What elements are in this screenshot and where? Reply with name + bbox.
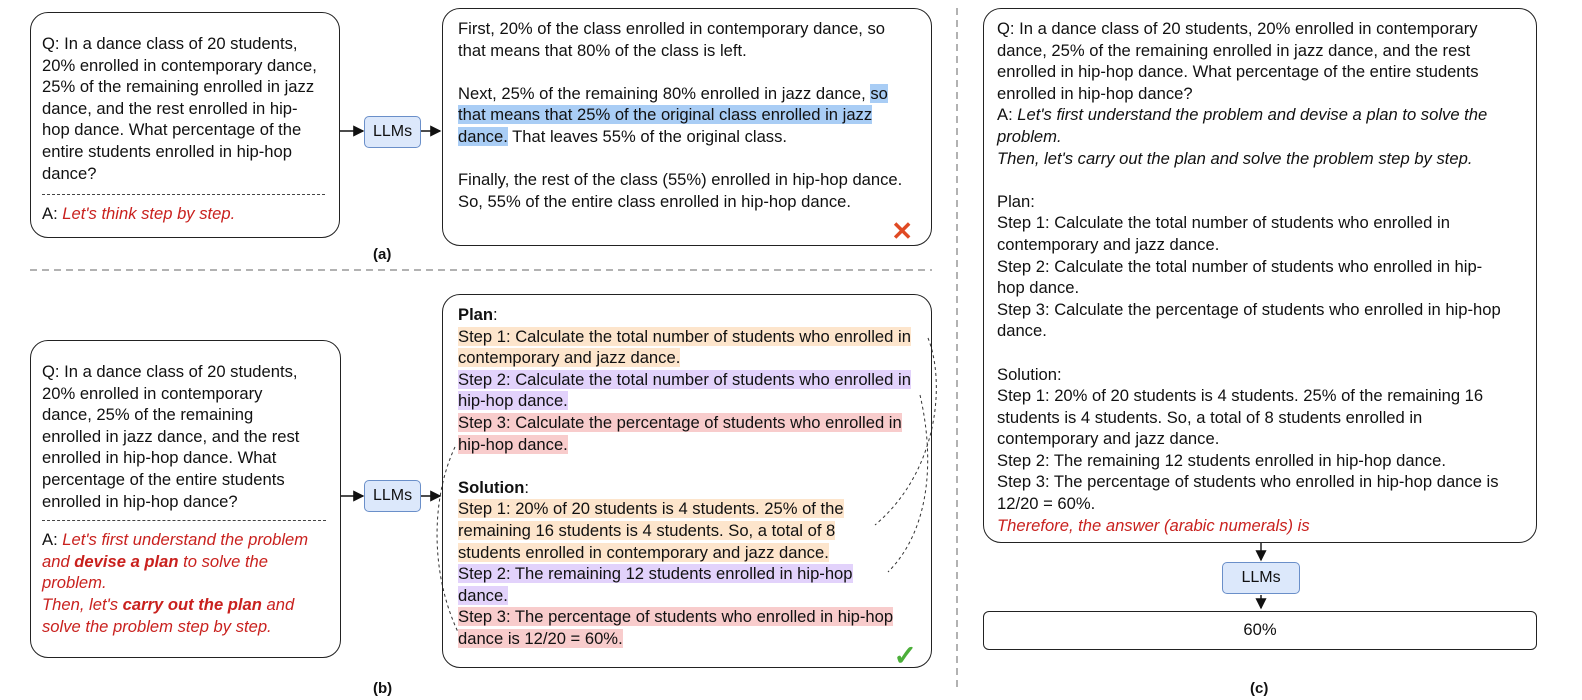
plan-step: Step 3: Calculate the percentage of students who enrolled in hip-hop dance. [458, 412, 902, 454]
solution-step: Step 1: 20% of 20 students is 4 students. 25% of the remaining 16 students is 4 students. So, a total of 8 students enrolled in contemporary and jazz dance. [997, 386, 1484, 449]
answer-prompt: A: Let's first understand the problem and devise a plan to solve the problem. Then, let's carry out the plan and solve the problem step by step. [997, 105, 1488, 168]
solution-heading: Solution: [997, 364, 1062, 384]
panel-label-b: (b) [373, 680, 393, 697]
plan-step: Step 1: Calculate the total number of students who enrolled in contemporary and jazz dance. [997, 213, 1450, 254]
question-text: Q: In a dance class of 20 students, 20% enrolled in contemporary dance, 25% of the remaining enrolled in jazz dance, and the rest enrolled in hip-hop dance. What percentage of the entire students enrolled in hip-hop dance? [42, 362, 300, 511]
answer-prompt: A: Let's first understand the problem and devise a plan to solve the problem. Then, let's carry out the plan and solve the problem step by step. [42, 530, 309, 636]
separator [42, 520, 326, 521]
final-answer-box: 60% [983, 611, 1537, 650]
output-paragraph: First, 20% of the class enrolled in contemporary dance, so that means that 80% of the class is left. [458, 19, 886, 60]
solution-step: Step 1: 20% of 20 students is 4 students. 25% of the remaining 16 students is 4 students. So, a total of 8 students enrolled in contemporary and jazz dance. [458, 499, 844, 562]
solution-step: Step 3: The percentage of students who enrolled in hip-hop dance is 12/20 = 60%. [458, 607, 894, 648]
plan-step: Step 1: Calculate the total number of students who enrolled in contemporary and jazz dance. [458, 326, 911, 368]
output-paragraph: Next, 25% of the remaining 80% enrolled in jazz dance, so that means that 25% of the original class enrolled in jazz dance. That leaves 55% of the original class. [458, 83, 888, 146]
llm-node-b: LLMs [364, 480, 421, 512]
answer-prompt: A: Let's think step by step. [42, 204, 236, 224]
correct-mark-icon: ✓ [893, 640, 917, 672]
question-box-a [30, 12, 340, 238]
highlighted-error: so that means that 25% of the original class enrolled in jazz dance. [458, 83, 888, 146]
plan-step: Step 3: Calculate the percentage of students who enrolled in hip-hop dance. [997, 299, 1501, 341]
plan-heading: Plan: [458, 305, 498, 324]
llm-node-c: LLMs [1222, 562, 1300, 594]
solution-step: Step 3: The percentage of students who enrolled in hip-hop dance is 12/20 = 60%. [997, 472, 1499, 514]
answer-trigger: Therefore, the answer (arabic numerals) is [997, 515, 1310, 535]
panel-label-c: (c) [1250, 680, 1269, 697]
prompt-box-c [983, 8, 1537, 543]
wrong-mark-icon: ✕ [891, 216, 913, 247]
plan-step: Step 2: Calculate the total number of students who enrolled in hip-hop dance. [458, 369, 911, 411]
plan-heading: Plan: [997, 191, 1035, 211]
question-box-b [30, 340, 341, 658]
solution-step: Step 2: The remaining 12 students enrolled in hip-hop dance. [458, 564, 853, 605]
question-text: Q: In a dance class of 20 students, 20% enrolled in contemporary dance, 25% of the remaining enrolled in jazz dance, and the rest enrolled in hip-hop dance. What percentage of the entire students enrolled in hip-hop dance? [997, 19, 1479, 103]
llm-node-a: LLMs [364, 116, 421, 148]
output-box-b [442, 294, 932, 672]
separator [42, 194, 325, 195]
solution-heading: Solution: [458, 477, 529, 497]
output-paragraph: Finally, the rest of the class (55%) enrolled in hip-hop dance. So, 55% of the entire class enrolled in hip-hop dance. [458, 170, 903, 211]
output-box-a [442, 8, 932, 246]
plan-step: Step 2: Calculate the total number of students who enrolled in hip-hop dance. [997, 256, 1483, 298]
solution-step: Step 2: The remaining 12 students enrolled in hip-hop dance. [997, 450, 1446, 470]
panel-label-a: (a) [373, 246, 392, 263]
question-text: Q: In a dance class of 20 students, 20% enrolled in contemporary dance, 25% of the remaining enrolled in jazz dance, and the rest enrolled in hip-hop dance. What percentage of the entire students enrolled in hip-hop dance? [42, 34, 317, 183]
